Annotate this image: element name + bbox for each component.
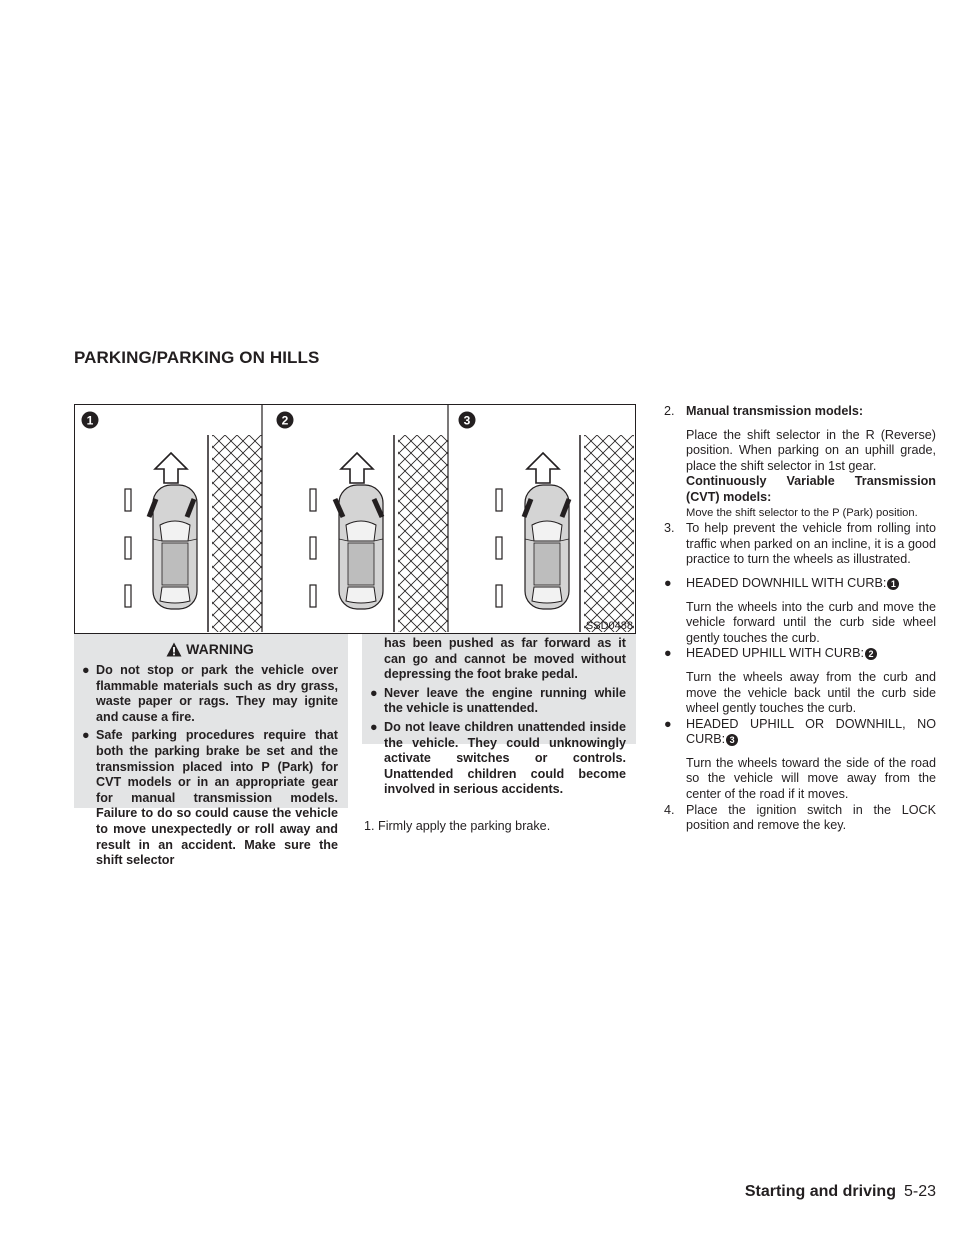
curb-hatch: [584, 435, 634, 632]
curb-hatch: [212, 435, 262, 632]
warning-item: ● Safe parking procedures require that both the parking brake be set and the transmission placed into P (Park) for CVT models or in an appropriate gear for manual transmission models. Failure to do so could cause the vehicle to move unexpectedly or roll away and result in an accident. Make sure the shift selector: [82, 728, 338, 868]
warning-column-2: [362, 634, 636, 797]
warning-header: [82, 640, 338, 658]
ref-number-icon: 2: [865, 648, 877, 660]
step-1: 1. Firmly apply the parking brake.: [364, 819, 551, 833]
panel-number: 3: [463, 413, 471, 428]
warning-item: ● Do not stop or park the vehicle over flammable materials such as dry grass, waste paper or rags. They may ignite and cause a fire.: [82, 663, 338, 724]
lane-dashes: [496, 489, 502, 632]
warning-item: ● Do not leave children unattended inside the vehicle. They could unknowingly activate switches or controls. Unattended children could become involved in serious accidents.: [370, 719, 626, 797]
warning-triangle-icon: [166, 642, 182, 657]
ref-number-icon: 1: [887, 578, 899, 590]
parking-diagram: [75, 405, 634, 632]
panel-1: [82, 412, 263, 633]
warning-item-continued: has been pushed as far forward as it can go and cannot be moved without depressing the foot brake pedal.: [384, 636, 626, 682]
bullet-no-curb: ● HEADED UPHILL OR DOWNHILL, NO CURB: 3: [664, 716, 936, 747]
warning-item: ● Never leave the engine running while the vehicle is unattended.: [370, 685, 626, 716]
step-3: 3. To help prevent the vehicle from rolling into traffic when parked on an incline, it is a good practice to turn the wheels as illustrated.: [664, 521, 936, 567]
warning-title: WARNING: [186, 641, 254, 657]
step-2-cvt-text: Move the shift selector to the P (Park) position.: [686, 506, 918, 519]
step-2-manual-text: Place the shift selector in the R (Reverse) position. When parking on an uphill grade, place the shift selector in 1st gear.: [686, 427, 936, 473]
step-2-cvt-heading: Continuously Variable Transmission (CVT) models:: [686, 474, 936, 504]
warning-column-1: [74, 634, 348, 868]
step-2: 2. Manual transmission models:: [664, 404, 864, 418]
bullet-uphill-curb-text: Turn the wheels away from the curb and move the vehicle back until the curb side wheel gently touches the curb.: [686, 669, 936, 716]
direction-arrow-icon: [155, 453, 187, 483]
panel-3: [459, 412, 635, 633]
direction-arrow-icon: [341, 453, 373, 483]
footer-title: Starting and driving: [744, 1183, 896, 1200]
bullet-uphill-curb: ● HEADED UPHILL WITH CURB: 2: [664, 646, 936, 662]
bullet-no-curb-text: Turn the wheels toward the side of the road so the vehicle will move away from the center of the road if it moves.: [686, 755, 936, 802]
lane-dashes: [125, 489, 131, 632]
ref-number-icon: 3: [726, 734, 738, 746]
right-column: [664, 404, 936, 842]
page-footer: [745, 1183, 936, 1201]
direction-arrow-icon: [527, 453, 559, 483]
parking-illustration: [74, 404, 636, 634]
page-number: 5-23: [903, 1183, 936, 1200]
panel-number: 2: [281, 413, 289, 428]
curb-hatch: [398, 435, 448, 632]
step-4: 4. Place the ignition switch in the LOCK position and remove the key.: [664, 802, 936, 833]
panel-2: [277, 412, 449, 633]
panel-number: 1: [86, 413, 94, 428]
lane-dashes: [310, 489, 316, 632]
bullet-downhill-curb-text: Turn the wheels into the curb and move the vehicle forward until the curb side wheel gently touches the curb.: [686, 599, 936, 645]
section-title: PARKING/PARKING ON HILLS: [74, 348, 320, 367]
figure-code: SSD0488: [585, 620, 633, 632]
bullet-downhill-curb: ● HEADED DOWNHILL WITH CURB: 1: [664, 576, 936, 592]
